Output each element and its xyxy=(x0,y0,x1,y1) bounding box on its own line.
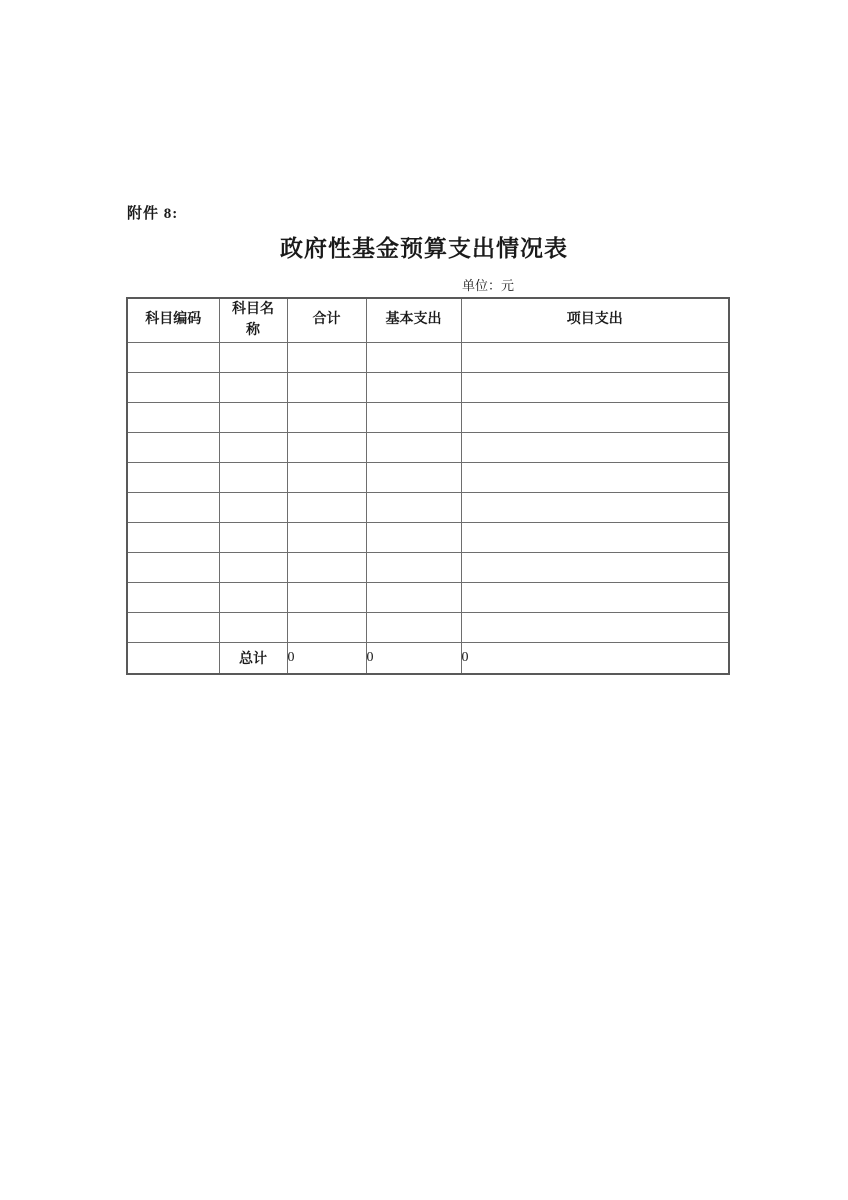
empty-cell xyxy=(287,343,366,373)
empty-cell xyxy=(461,463,729,493)
empty-cell xyxy=(366,523,461,553)
empty-cell xyxy=(366,373,461,403)
budget-expenditure-table xyxy=(126,297,730,675)
empty-cell xyxy=(366,403,461,433)
subject-name-header-text: 科目名称 xyxy=(232,302,274,338)
col-header-subject-name xyxy=(219,298,287,343)
empty-row xyxy=(127,463,729,493)
empty-cell xyxy=(219,373,287,403)
empty-cell xyxy=(461,613,729,643)
col-header-basic-expenditure: 基本支出 xyxy=(366,298,461,343)
empty-cell xyxy=(461,553,729,583)
total-basic-expenditure-cell: 0 xyxy=(366,643,461,675)
empty-cell xyxy=(366,343,461,373)
empty-cell xyxy=(219,493,287,523)
empty-cell xyxy=(287,403,366,433)
col-header-subject-code: 科目编码 xyxy=(127,298,219,343)
total-subject-code-cell xyxy=(127,643,219,675)
empty-row xyxy=(127,553,729,583)
empty-row xyxy=(127,433,729,463)
attachment-label: 附件 8: xyxy=(127,206,179,222)
empty-cell xyxy=(366,583,461,613)
empty-cell xyxy=(366,493,461,523)
empty-cell xyxy=(127,373,219,403)
empty-row xyxy=(127,523,729,553)
empty-cell xyxy=(219,463,287,493)
empty-cell xyxy=(287,583,366,613)
empty-cell xyxy=(219,433,287,463)
empty-cell xyxy=(127,523,219,553)
empty-cell xyxy=(219,403,287,433)
empty-row xyxy=(127,493,729,523)
total-label-cell: 总计 xyxy=(219,643,287,675)
empty-cell xyxy=(127,403,219,433)
empty-cell xyxy=(461,493,729,523)
empty-cell xyxy=(287,553,366,583)
col-header-total: 合计 xyxy=(287,298,366,343)
empty-cell xyxy=(366,433,461,463)
empty-cell xyxy=(287,493,366,523)
empty-cell xyxy=(287,433,366,463)
total-project-expenditure-cell: 0 xyxy=(461,643,729,675)
total-row xyxy=(127,643,729,675)
unit-label: 单位：元 xyxy=(462,278,515,293)
empty-cell xyxy=(287,373,366,403)
empty-row xyxy=(127,403,729,433)
empty-row xyxy=(127,583,729,613)
empty-cell xyxy=(366,613,461,643)
empty-cell xyxy=(127,463,219,493)
empty-cell xyxy=(461,433,729,463)
empty-cell xyxy=(127,613,219,643)
empty-cell xyxy=(366,553,461,583)
empty-cell xyxy=(219,523,287,553)
empty-cell xyxy=(127,553,219,583)
empty-cell xyxy=(219,583,287,613)
empty-cell xyxy=(127,343,219,373)
empty-cell xyxy=(287,523,366,553)
col-header-project-expenditure: 项目支出 xyxy=(461,298,729,343)
empty-cell xyxy=(127,583,219,613)
total-sum-cell: 0 xyxy=(287,643,366,675)
empty-cell xyxy=(461,523,729,553)
empty-cell xyxy=(219,613,287,643)
empty-row xyxy=(127,613,729,643)
empty-cell xyxy=(127,433,219,463)
empty-cell xyxy=(219,343,287,373)
empty-cell xyxy=(461,583,729,613)
empty-cell xyxy=(461,343,729,373)
empty-cell xyxy=(287,613,366,643)
page-title: 政府性基金预算支出情况表 xyxy=(280,236,568,261)
empty-cell xyxy=(287,463,366,493)
empty-row xyxy=(127,373,729,403)
empty-cell xyxy=(461,403,729,433)
table-header-row xyxy=(127,298,729,343)
empty-cell xyxy=(461,373,729,403)
empty-cell xyxy=(127,493,219,523)
empty-cell xyxy=(219,553,287,583)
empty-row xyxy=(127,343,729,373)
table-body xyxy=(127,343,729,643)
empty-cell xyxy=(366,463,461,493)
